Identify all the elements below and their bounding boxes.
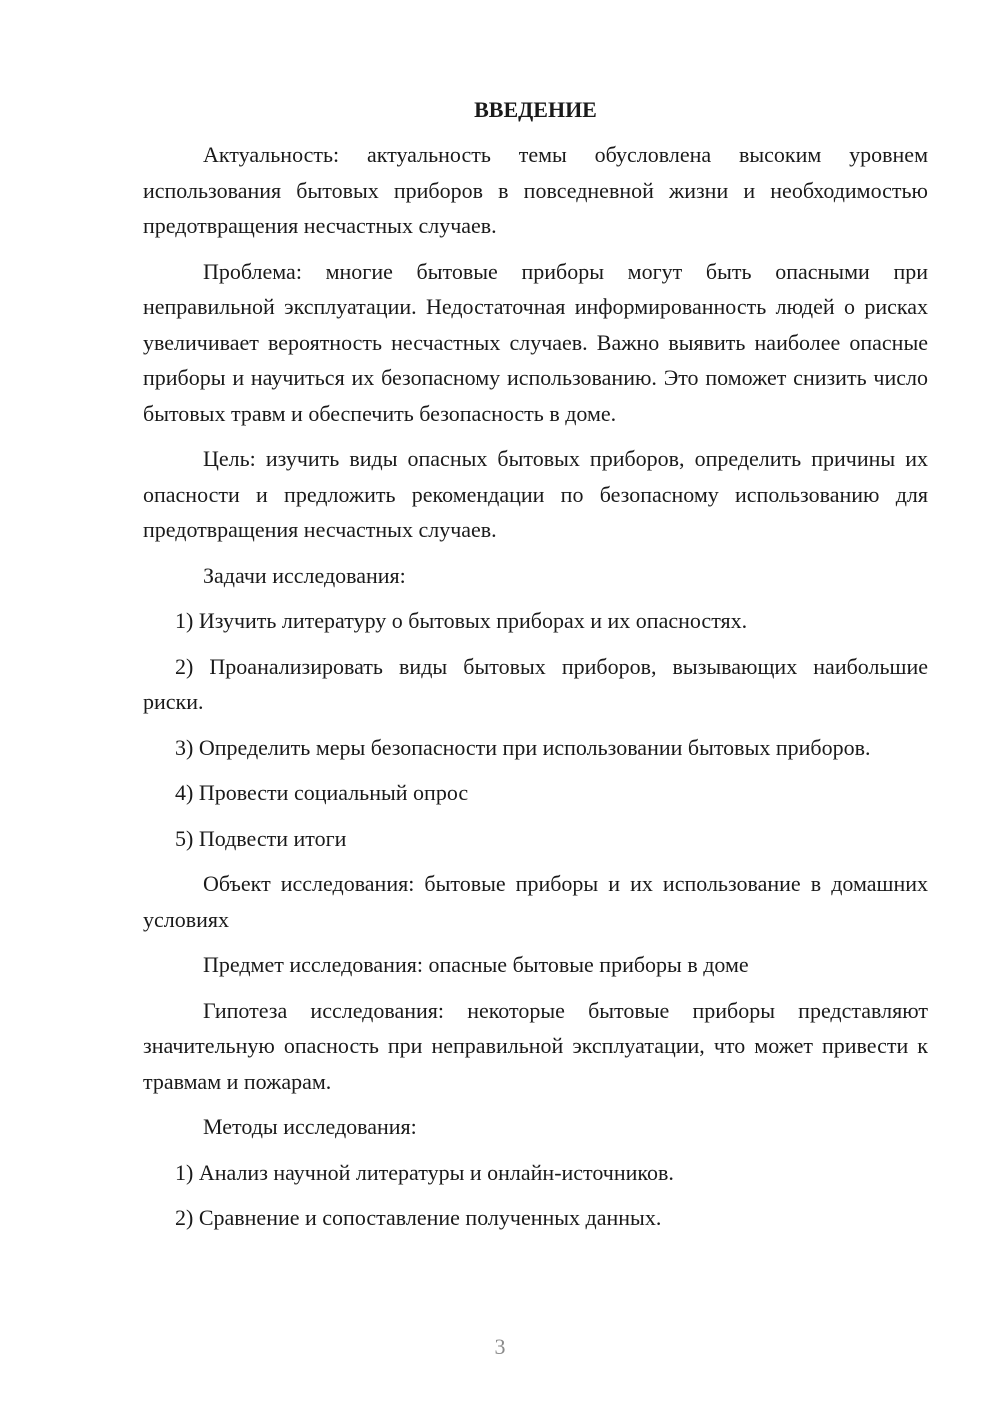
method-item: 2) Сравнение и сопоставление полученных данных. [175, 1205, 662, 1230]
page-content [143, 92, 928, 1246]
paragraph-problem: Проблема: многие бытовые приборы могут быть опасными при неправильной эксплуатации. Недостаточная информированность людей о рисках увеличивает вероятность несчастных случаев. Важно выявить наиболее опасные приборы и научиться их безопасному использованию. Это поможет снизить число бытовых травм и обеспечить безопасность в доме. [143, 258, 928, 426]
paragraph-relevance: Актуальность: актуальность темы обусловлена высоким уровнем использования бытовых приборов в повседневной жизни и необходимостью предотвращения несчастных случаев. [143, 142, 928, 238]
paragraph-tasks-heading: Задачи исследования: [203, 562, 406, 588]
method-item: 1) Анализ научной литературы и онлайн-источников. [175, 1159, 674, 1185]
paragraph-subject: Предмет исследования: опасные бытовые приборы в доме [203, 952, 749, 977]
task-item: 5) Подвести итоги [175, 825, 347, 851]
task-item: 3) Определить меры безопасности при использовании бытовых приборов. [175, 734, 871, 760]
task-item: 4) Провести социальный опрос [175, 780, 469, 805]
paragraph-methods-heading: Методы исследования: [203, 1114, 417, 1139]
section-title: ВВЕДЕНИЕ [474, 97, 597, 122]
task-item: 1) Изучить литературу о бытовых приборах и их опасностях. [175, 608, 748, 633]
paragraph-hypothesis: Гипотеза исследования: некоторые бытовые приборы представляют значительную опасность при неправильной эксплуатации, что может привести к травмам и пожарам. [143, 997, 928, 1094]
task-item: 2) Проанализировать виды бытовых приборов, вызывающих наибольшие риски. [143, 653, 928, 714]
paragraph-object: Объект исследования: бытовые приборы и их использование в домашних условиях [143, 871, 928, 932]
paragraph-goal: Цель: изучить виды опасных бытовых приборов, определить причины их опасности и предложить рекомендации по безопасному использованию для предотвращения несчастных случаев. [143, 446, 928, 542]
page-number: 3 [494, 1334, 506, 1359]
